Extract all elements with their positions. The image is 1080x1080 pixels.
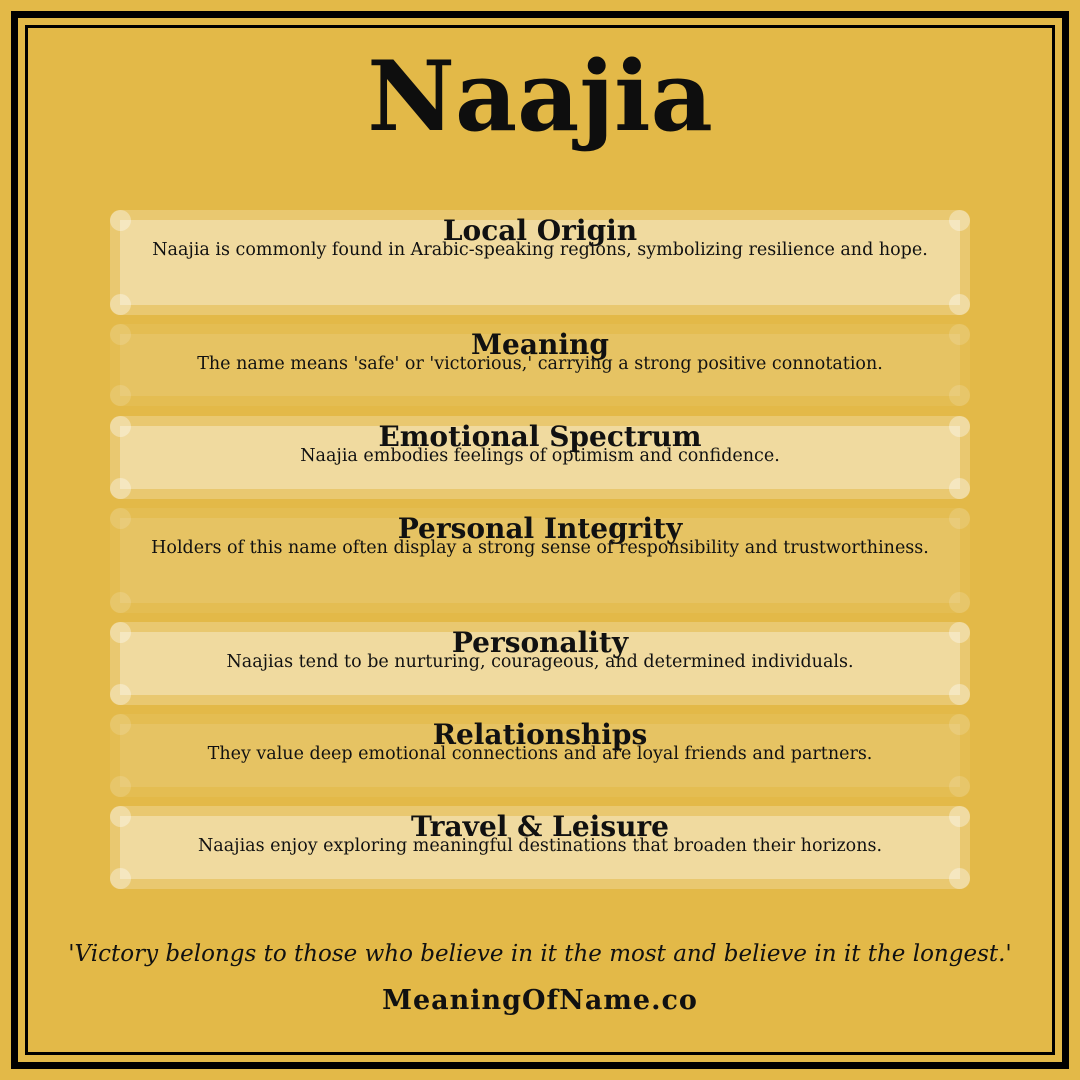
corner-circle-icon — [110, 294, 131, 315]
corner-circle-icon — [949, 868, 970, 889]
card-heading: Emotional Spectrum — [378, 420, 702, 453]
card-heading: Meaning — [471, 328, 609, 361]
card-heading: Local Origin — [442, 214, 638, 247]
name-title: Naajia — [367, 40, 713, 153]
corner-circle-icon — [110, 868, 131, 889]
card-relationships — [110, 714, 970, 797]
corner-circle-icon — [110, 385, 131, 406]
corner-circle-icon — [949, 385, 970, 406]
corner-circle-icon — [110, 776, 131, 797]
card-body: Naajias enjoy exploring meaningful destinations that broaden their horizons. — [197, 836, 883, 856]
card-emotional-spectrum — [110, 416, 970, 499]
card-body: Naajia embodies feelings of optimism and confidence. — [300, 446, 780, 466]
card-body: They value deep emotional connections and are loyal friends and partners. — [207, 744, 873, 764]
card-meaning — [110, 324, 970, 406]
card-travel-leisure — [110, 806, 970, 889]
card-body: Naajias tend to be nurturing, courageous, and determined individuals. — [226, 652, 854, 672]
card-body: The name means 'safe' or 'victorious,' carrying a strong positive connotation. — [197, 354, 883, 374]
card-heading: Relationships — [432, 718, 648, 751]
card-personality — [110, 622, 970, 705]
corner-circle-icon — [949, 592, 970, 613]
card-body: Naajia is commonly found in Arabic-speaking regions, symbolizing resilience and hope. — [152, 240, 928, 260]
card-personal-integrity — [110, 508, 970, 613]
card-heading: Personal Integrity — [397, 512, 683, 545]
corner-circle-icon — [110, 684, 131, 705]
card-heading: Travel & Leisure — [410, 810, 669, 843]
corner-circle-icon — [949, 294, 970, 315]
corner-circle-icon — [949, 478, 970, 499]
corner-circle-icon — [110, 478, 131, 499]
corner-circle-icon — [949, 684, 970, 705]
card-heading: Personality — [451, 626, 629, 659]
card-local-origin — [110, 210, 970, 315]
corner-circle-icon — [110, 592, 131, 613]
card-body: Holders of this name often display a strong sense of responsibility and trustworthiness. — [151, 538, 929, 558]
quote: 'Victory belongs to those who believe in it the most and believe in it the longest.' — [68, 941, 1012, 967]
site-footer: MeaningOfName.co — [382, 985, 698, 1016]
corner-circle-icon — [949, 776, 970, 797]
